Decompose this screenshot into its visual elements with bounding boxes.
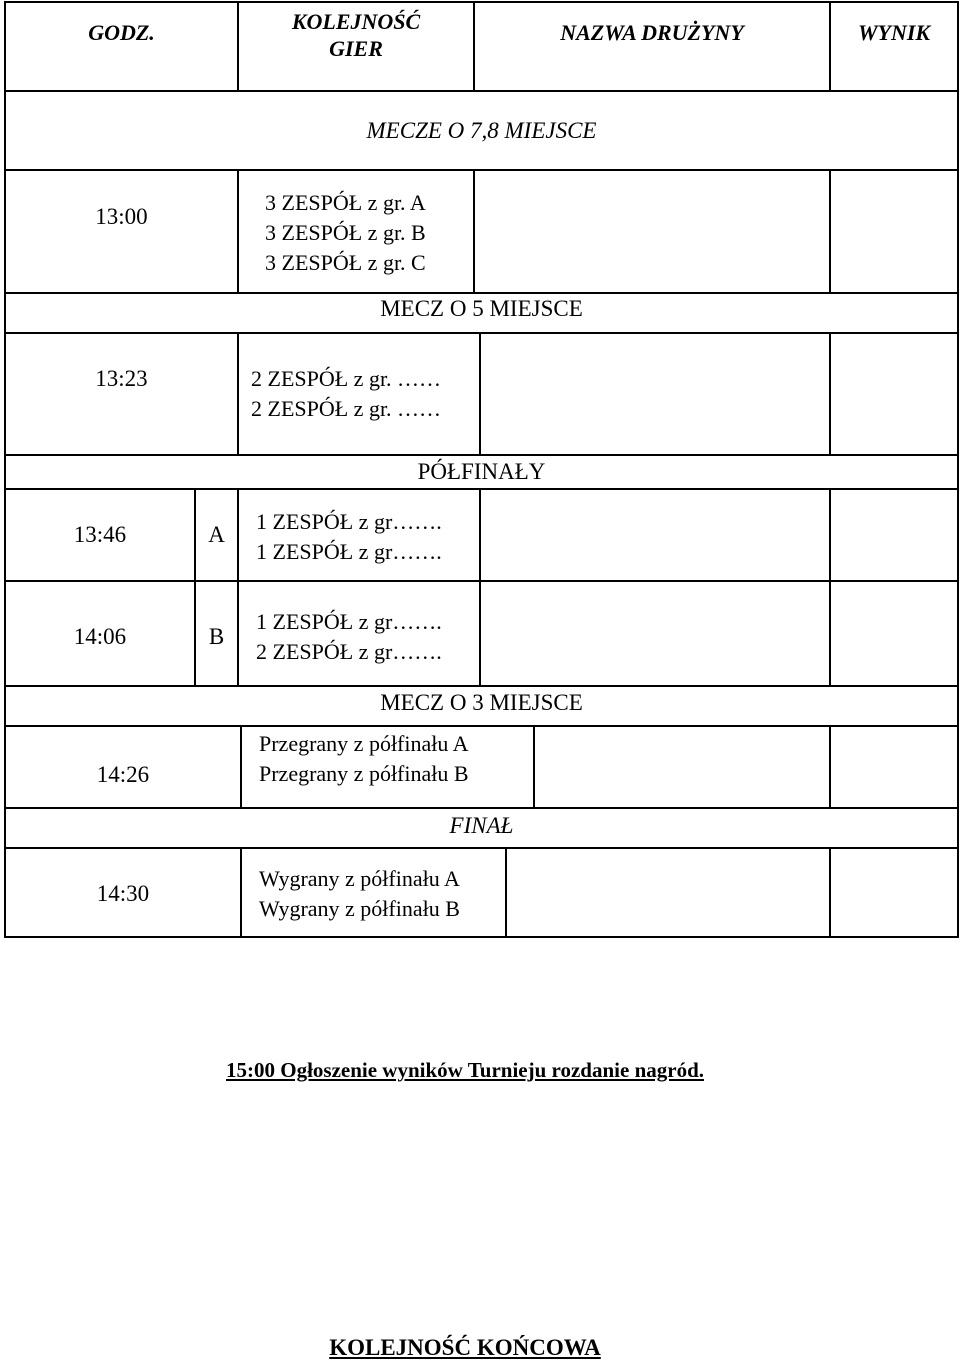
announcement-text: 15:00 Ogłoszenie wyników Turnieju rozdanie nagród. [226,1058,704,1082]
row-5-teams [259,729,469,789]
team-entry: Wygrany z półfinału B [259,896,460,921]
team-entry: 3 ZESPÓŁ z gr. C [265,250,426,275]
row-4-order: B [208,624,225,649]
team-entry: 2 ZESPÓŁ z gr……. [256,639,442,664]
header-result: WYNIK [857,20,931,45]
row-2-time: 13:23 [95,366,148,391]
section-title-3: MECZ O 3 MIEJSCE [380,690,583,715]
row-6-time: 14:30 [96,881,150,906]
team-entry: Wygrany z półfinału A [259,866,460,891]
team-entry: Przegrany z półfinału B [259,761,469,786]
header-order-line1: KOLEJNOŚĆ [291,9,421,34]
row-3-order: A [208,522,225,547]
section-title-semifinals: PÓŁFINAŁY [417,459,546,484]
row-5-time: 14:26 [96,762,150,787]
team-entry: 1 ZESPÓŁ z gr……. [256,539,442,564]
section-title-5: MECZ O 5 MIEJSCE [380,296,583,321]
row-3-time: 13:46 [73,522,127,547]
header-team: NAZWA DRUŻYNY [560,20,744,45]
row-6-teams [259,864,460,924]
header-order-line2: GIER [329,36,383,61]
team-entry: 1 ZESPÓŁ z gr……. [256,509,442,534]
section-title-7-8: MECZE O 7,8 MIEJSCE [366,118,597,143]
section-title-final: FINAŁ [449,813,514,838]
team-entry: 2 ZESPÓŁ z gr. …… [251,396,442,421]
team-entry: Przegrany z półfinału A [259,731,469,756]
row-1-teams [265,188,426,278]
team-entry: 3 ZESPÓŁ z gr. A [265,190,426,215]
team-entry: 1 ZESPÓŁ z gr……. [256,609,442,634]
team-entry: 2 ZESPÓŁ z gr. …… [251,366,442,391]
final-order-heading: KOLEJNOŚĆ KOŃCOWA [329,1335,601,1360]
header-time: GODZ. [88,20,155,45]
row-1-time: 13:00 [95,204,148,229]
row-4-time: 14:06 [73,624,127,649]
header-order [239,8,473,62]
row-3-teams [256,507,442,567]
team-entry: 3 ZESPÓŁ z gr. B [265,220,426,245]
row-4-teams [256,607,442,667]
row-2-teams [251,364,441,424]
